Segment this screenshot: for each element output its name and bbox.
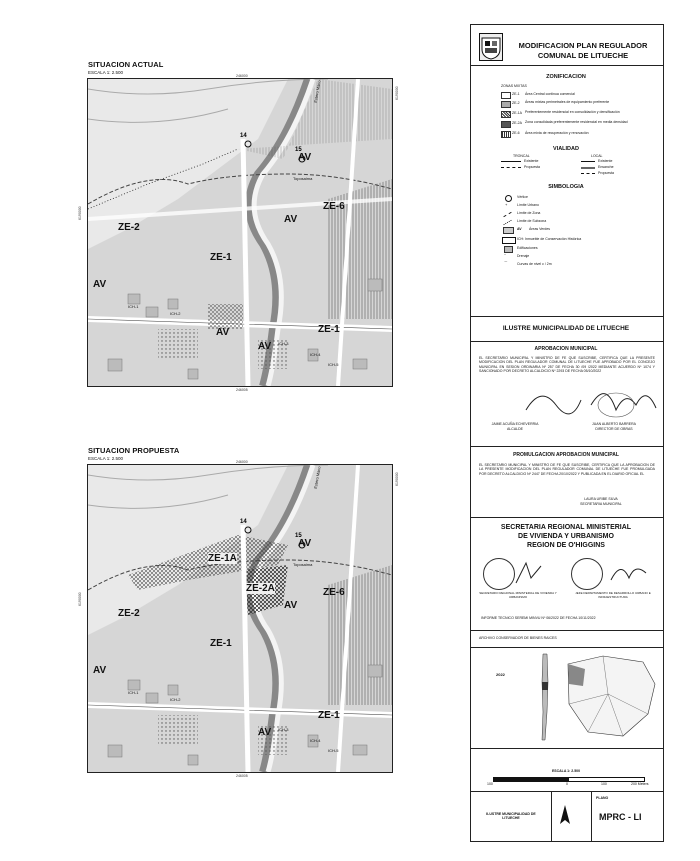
local-propuesta: Propuesta [598,171,614,175]
vertex-15: 15 [295,533,302,539]
municipalidad-section [471,316,663,341]
region-map-icon [563,654,659,740]
sym-vertice: Vértice [517,195,528,199]
title-block [470,24,664,842]
sym-limite-zona: Límite de Zona [517,211,541,215]
building-icon [504,246,513,253]
local-existente: Existente [598,159,613,163]
scale-tick: 100 [601,782,607,786]
map-title-propuesta: SITUACION PROPUESTA [88,446,180,455]
footer-section [471,791,663,842]
ich-label: ICH-2 [170,311,181,316]
sym-ich: ICH: Inmueble de Conservación Histórica [517,237,582,241]
archivo-label: ARCHIVO CONSERVADOR DE BIENES RAICES [479,636,557,640]
contour-icon: ⌒ [504,261,508,265]
sig1-role: ALCALDE [507,427,523,431]
zone-label: AV [93,665,107,676]
scale-tick: 0 [566,782,568,786]
plan-title-line2: COMUNAL DE LITUECHE [537,51,629,60]
promulgacion-heading: PROMULGACION APROBACION MUNICIPAL [513,452,619,458]
footer-municipalidad: ILUSTRE MUNICIPALIDAD DE LITUECHE [486,812,536,821]
legend: ZONIFICACION ZONAS MIXTAS ZE-1 Área Central continua comercial ZE-2 Áreas mixtas perimetrales de equipamiento preferente ZE-1A Preferentemente residencial en consolidación y densificación ZE-2A Zona consolidada preferentemente residencial en media densidad ZE-6 Área mixta de recuperación y renovación VIALIDAD TRONCAL LOCAL Existente Propuesta Existente Ensanche Propuesta SIMBOLOGIA Vértice + Límite Urbano Límite de Zona Límite de Subzona AV Áreas Verdes ICH: Inmueble de Conservación Histórica Edificaciones ~ Drenaje ⌒ Curvas de nivel c / 2m [471,65,663,316]
scale-section [471,748,663,791]
map-scale-actual: ESCALA 1: 2.500 [88,70,124,75]
ich-label: ICH-5 [328,748,339,753]
zone-label: AV [216,327,230,338]
map-actual[interactable] [87,78,393,387]
year-label: 2022 [496,672,505,677]
zone-label: ZE-2 [118,222,140,233]
sym-limite-urbano: Límite Urbano [517,203,539,207]
coord-left: 6190000 [78,592,82,606]
local-label: LOCAL [591,154,603,158]
coord-right: 6190000 [395,472,399,486]
plan-title-line1: MODIFICACION PLAN REGULADOR [518,41,648,50]
municipal-crest-icon [479,33,503,61]
vertex-14: 14 [240,519,247,525]
zone-label: AV [93,279,107,290]
map-title-actual: SITUACION ACTUAL [88,60,164,69]
seremi-line1: SECRETARIA REGIONAL MINISTERIAL [500,524,632,531]
simbologia-heading: SIMBOLOGIA [548,184,584,190]
estero-label: Estero Maco [312,80,322,103]
chile-map-icon [535,652,555,742]
coord-bottom: 246005 [236,774,248,778]
archivo-section [471,630,663,647]
scale-tick: 100 [487,782,493,786]
signature-marks [521,380,661,420]
street-label: Toposaima [293,176,313,181]
estero-label: Estero Maco [312,466,322,489]
green-area-icon [503,227,514,234]
sig2-name: JUAN ALBERTO BARRERA [591,422,637,426]
zone-limit-icon [503,212,511,217]
map-propuesta[interactable] [87,464,393,773]
ich-label: ICH-3 [278,341,289,346]
subzone-limit-icon [503,220,511,225]
scale-bar [493,777,645,782]
coord-left: 6190000 [78,206,82,220]
ich-label: ICH-5 [328,362,339,367]
zone-label: ZE-1 [210,638,232,649]
troncal-label: TRONCAL [513,154,530,158]
location-notes [481,712,529,740]
zone-label: ZE-6 [323,201,345,212]
coord-top: 246000 [236,460,248,464]
sym-limite-subzona: Límite de Subzona [517,219,547,223]
zone-label: ZE-2A [246,583,275,594]
location-section [471,647,663,748]
zone-label: ZE-1 [210,252,232,263]
ich-label: ICH-4 [310,738,321,743]
aprobacion-heading: APROBACION MUNICIPAL [534,346,598,352]
zonas-mixtas-label: ZONAS MIXTAS [501,84,527,88]
seremi-line2: DE VIVIENDA Y URBANISMO [518,533,614,540]
zone-label: AV [284,214,298,225]
promulgacion-sig-name: LAURA URIBE SILVA [584,497,618,501]
sig1-name: JAIME ACUÑA ECHEVERRIA [491,422,539,426]
drainage-icon: ~ [504,253,507,257]
coord-top: 246000 [236,74,248,78]
zone-label: ZE-1A [208,553,237,564]
promulgacion-section [471,446,663,517]
promulgacion-text: EL SECRETARIO MUNICIPAL Y MINISTRO DE FE QUE SUSCRIBE, CERTIFICA QUE LA APROBACION DE LA PRESENTE MODIFICACION DEL PLAN REGULADOR COMUNAL DE LITUECHE FUE PROMULGADA POR DECRETO ALCALDICIO Nº 2447 DE FECHA 20/10/2022 Y PUBLICADA EN EL DIARIO OFICIAL EL [479,463,655,476]
sym-av: AV [517,227,522,231]
local-ensanche: Ensanche [598,165,614,169]
zone-label: AV [298,152,312,163]
zone-label: AV [298,538,312,549]
aprobacion-section [471,341,663,446]
seremi-signatures [511,558,651,588]
promulgacion-sig-role: SECRETARIA MUNICIPAL [580,502,622,506]
coord-right: 6190000 [395,86,399,100]
seremi-sig1: SECRETARIO REGIONAL MINISTERIAL DE VIVIENDA Y URBANISMO [479,591,557,599]
informe-tecnico: INFORME TECNICO SEREMI MINVU Nº 06/2022 DE FECHA 10/11/2022 [481,616,596,620]
zonificacion-heading: ZONIFICACION [546,74,586,80]
vertex-icon [505,195,512,202]
zone-label: ZE-1 [318,710,340,721]
zone-label: ZE-1 [318,324,340,335]
street-label: Toposaima [293,562,313,567]
north-arrow-icon [558,804,572,826]
scale-tick: 200 Meters [631,782,649,786]
ich-label: ICH-2 [170,697,181,702]
ich-label: ICH-4 [310,352,321,357]
ich-label: ICH-1 [128,690,139,695]
sym-drenaje: Drenaje [517,254,530,258]
ich-label: ICH-1 [128,304,139,309]
zone-label: ZE-2 [118,608,140,619]
plus-icon: + [505,202,508,207]
plano-label: PLANO [596,796,609,800]
zone-label: ZE-6 [323,587,345,598]
aprobacion-text: EL SECRETARIO MUNICIPAL Y MINISTRO DE FE QUE SUSCRIBE, CERTIFICA QUE LA PRESENTE MODIFICACION DEL PLAN REGULADOR COMUNAL DE LITUECHE FUE APROBADO POR EL CONCEJO MUNICIPAL EN SESION ORDINARIA Nº 257 DE FECHA 30 /09 /2022 MEDIANTE ACUERDO Nº 1074 Y SANCIONADO POR DECRETO ALCALDICIO Nº 2293 DE FECHA 05/10/2022 [479,356,655,373]
zone-label: AV [258,727,272,738]
municipalidad-heading: ILUSTRE MUNICIPALIDAD DE LITUECHE [502,325,630,332]
seremi-line3: REGION DE O'HIGGINS [527,542,605,549]
vertex-15: 15 [295,147,302,153]
troncal-existente: Existente [524,159,539,163]
vialidad-heading: VIALIDAD [553,146,579,152]
ich-icon [502,237,516,244]
panel-escala: ESCALA 1: 2.500 [551,769,581,773]
sig2-role: DIRECTOR DE OBRAS [595,427,633,431]
sym-areas-verdes: Áreas Verdes [529,227,551,231]
zone-label: AV [284,600,298,611]
zone-label: AV [258,341,272,352]
seremi-section [471,517,663,630]
sym-edificaciones: Edificaciones [517,246,538,250]
plano-code: MPRC - LI [599,812,642,822]
vertex-14: 14 [240,133,247,139]
map-scale-propuesta: ESCALA 1: 2.500 [88,456,124,461]
sym-curvas: Curvas de nivel c / 2m [517,262,552,266]
ich-label: ICH-3 [278,727,289,732]
troncal-propuesta: Propuesta [524,165,540,169]
seremi-sig2: JEFE DEPARTAMENTO DE DESARROLLO URBANO E INFRAESTRUCTURA [575,591,651,599]
coord-bottom: 246005 [236,388,248,392]
